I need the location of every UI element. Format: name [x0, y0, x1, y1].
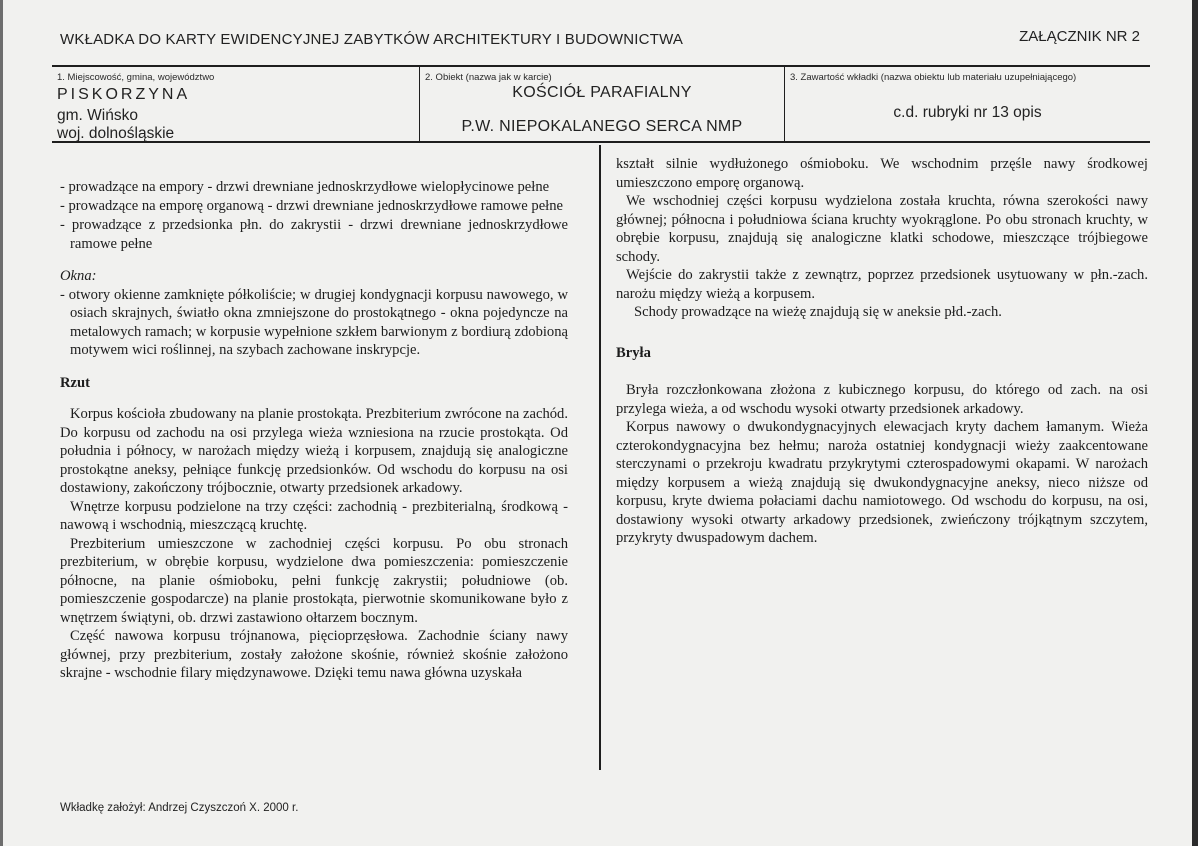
contents-cell [784, 67, 1150, 141]
location-cell [52, 67, 419, 141]
bryla-heading: Bryła [616, 344, 651, 361]
plan-paragraph: Schody prowadzące na wieżę znajdują się w aneksie płd.-zach. [634, 304, 1002, 320]
windows-label: Okna: [60, 268, 97, 284]
document-title: WKŁADKA DO KARTY EWIDENCYJNEJ ZABYTKÓW ARCHITEKTURY I BUDOWNICTWA [60, 31, 684, 48]
contents-value: c.d. rubryki nr 13 opis [893, 104, 1042, 121]
rzut-heading: Rzut [60, 374, 90, 391]
left-column [60, 178, 568, 683]
rzut-paragraph: Wnętrze korpusu podzielone na trzy części: zachodnią - prezbiterialną, środkową - nawową i wschodnią, mieszczącą kruchtę. [60, 498, 568, 533]
column-divider [599, 145, 601, 770]
gmina-name: gm. Wińsko [57, 107, 138, 124]
right-column [616, 155, 1148, 548]
plan-paragraph: Wejście do zakrystii także z zewnątrz, poprzez przedsionek usytuowany w płn.-zach. narożu między wieżą a korpusem. [616, 267, 1148, 302]
door-item: - prowadzące na empory - drzwi drewniane jednoskrzydłowe wielopłycinowe pełne [60, 179, 550, 195]
rzut-paragraph: Część nawowa korpusu trójnanowa, pięcioprzęsłowa. Zachodnie ściany nawy głównej, przy prezbiterium, zostały założone skośnie, również skośnie założono skrajne - wschodnie filary międzynawowe. Dzięki temu nawa główna uzyskała [60, 628, 568, 681]
scan-edge-left [0, 0, 3, 846]
windows-text: - otwory okienne zamknięte półkoliście; w drugiej kondygnacji korpusu nawowego, w osiach skrajnych, światło okna zmniejszone do prostokątnego - okna pojedyncze na metalowych ramach; w korpusie wypełnione szkłem barwionym z bordiurą zdobioną motywem wici roślinnej, na szybach zachowane inskrypcje. [60, 286, 568, 358]
door-item: - prowadzące na emporę organową - drzwi drewniane jednoskrzydłowe ramowe pełne [60, 198, 563, 214]
scan-edge-right [1192, 0, 1198, 846]
place-name: PISKORZYNA [57, 86, 191, 103]
object-cell [419, 67, 784, 141]
voivodeship-name: woj. dolnośląskie [57, 125, 175, 142]
rzut-paragraph: Korpus kościoła zbudowany na planie prostokąta. Prezbiterium zwrócone na zachód. Do korpusu od zachodu na osi przylega wieża wzniesiona na rzucie prostokąta. Od południa i północy, w narożach między wieżą i korpusem, znajdują się analogiczne prostokątne aneksy, pełniące funkcję przedsionków. Od wschodu do korpusu na osi dostawiony, zakończony trójbocznie, otwarty przedsionek arkadowy. [60, 406, 568, 496]
bryla-paragraph: Bryła rozczłonkowana złożona z kubicznego korpusu, do którego od zach. na osi przylega wieża, a od wschodu wysoki otwarty przedsionek arkadowy. [616, 382, 1148, 417]
bryla-paragraph: Korpus nawowy o dwukondygnacyjnych elewacjach kryty dachem łamanym. Wieża czterokondygnacyjna bez hełmu; naroża ostatniej kondygnacji wieży zaakcentowane sterczynami o przekroju kwadratu przykrytymi czterospadowymi okapami. W narożach między korpusem a wieżą znajdują się dwukondygnacyjne aneksy, nieco niższe od korpusu, kryte dwiema połaciami dachu namiotowego. Od wschodu do korpusu, na osi, dostawiony wysoki otwarty arkadowy przedsionek, zwieńczony trójkątnym szczytem, przykryty dwuspadowym dachem. [616, 419, 1148, 546]
door-item: - prowadzące z przedsionka płn. do zakrystii - drzwi drewniane jednoskrzydłowe ramowe pełne [60, 217, 568, 252]
plan-paragraph: We wschodniej części korpusu wydzielona została kruchta, równa szerokości nawy głównej; północna i południowa ściana kruchty wyokrąglone. Po obu stronach kruchty, w obrębie korpusu, znajdują się analogiczne klatki schodowe, mieszczące trójbiegowe schody. [616, 193, 1148, 265]
location-caption: 1. Miejscowość, gmina, województwo [57, 72, 215, 83]
rzut-paragraph: Prezbiterium umieszczone w zachodniej części korpusu. Po obu stronach prezbiterium, w obrębie korpusu, wydzielone dwa pomieszczenia: pomieszczenie północne, na planie ośmioboku, pełni funkcję zakrystii; południowe (ob. pomieszczenie gospodarcze) na planie prostokąta, pierwotnie skomunikowane było z wnętrzem świątyni, ob. drzwi zastawiono ołtarzem bocznym. [60, 535, 568, 626]
annex-label: ZAŁĄCZNIK NR 2 [1019, 28, 1140, 45]
object-caption: 2. Obiekt (nazwa jak w karcie) [425, 72, 552, 83]
plan-paragraph: kształt silnie wydłużonego ośmioboku. We wschodnim przęśle nawy środkowej umieszczono emporę organową. [616, 156, 1148, 191]
contents-caption: 3. Zawartość wkładki (nazwa obiektu lub materiału uzupełniającego) [790, 72, 1077, 83]
author-note: Wkładkę założył: Andrzej Czyszczoń X. 2000 r. [60, 802, 299, 814]
object-name-line2: P.W. NIEPOKALANEGO SERCA NMP [461, 118, 743, 135]
object-name-line1: KOŚCIÓŁ PARAFIALNY [512, 84, 692, 101]
header-form-box [52, 65, 1150, 143]
